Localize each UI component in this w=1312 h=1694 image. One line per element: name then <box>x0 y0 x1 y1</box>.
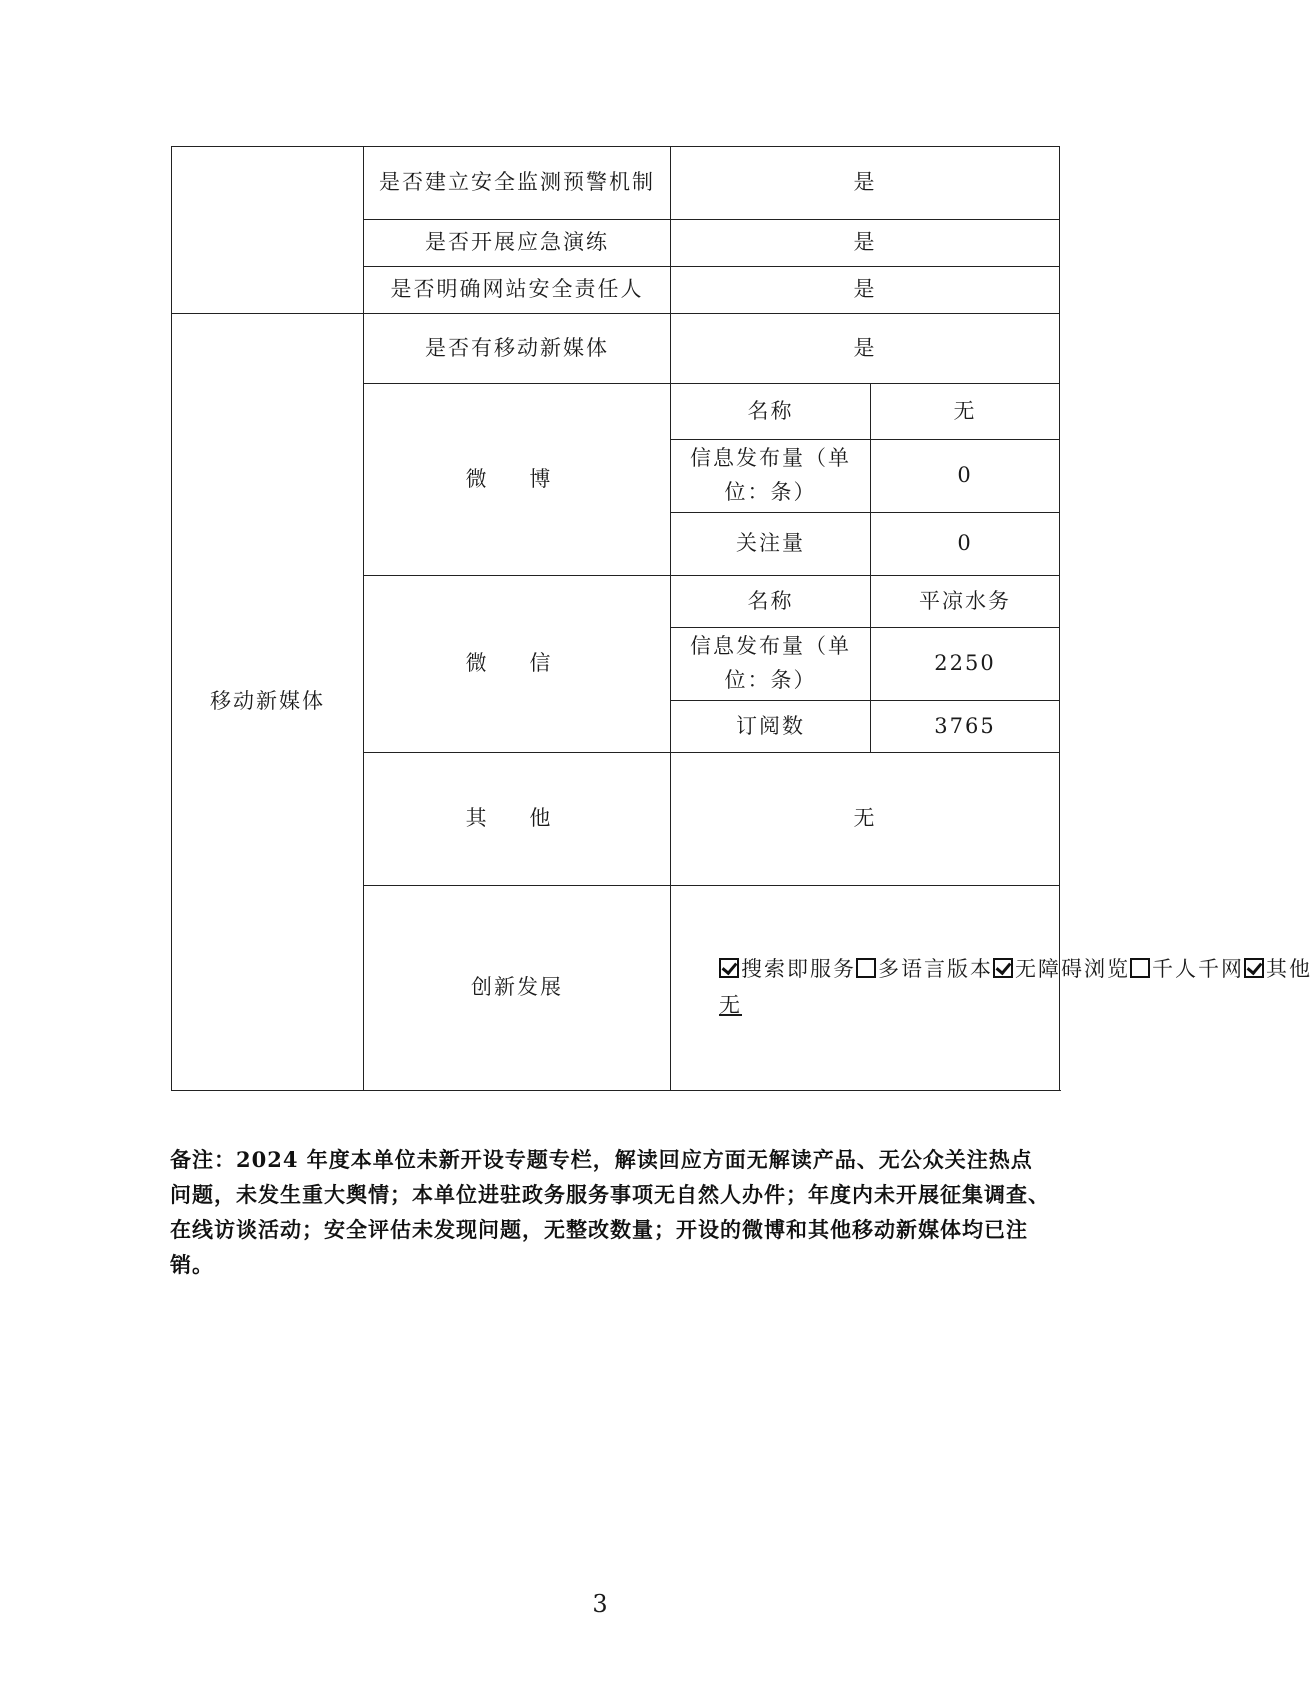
option-multilingual-label: 多语言版本 <box>878 957 993 982</box>
wechat-subscribers-value: 3765 <box>871 701 1060 753</box>
monitoring-label: 是否建立安全监测预警机制 <box>364 147 671 220</box>
weibo-posts-value: 0 <box>871 440 1060 513</box>
wechat-name-value: 平凉水务 <box>871 576 1060 628</box>
wechat-subscribers-label: 订阅数 <box>671 701 871 753</box>
option-accessibility-label: 无障碍浏览 <box>1015 957 1130 982</box>
mobile-media-section-label: 移动新媒体 <box>172 314 364 1091</box>
innovation-options <box>719 953 1312 987</box>
responsible-label: 是否明确网站安全责任人 <box>364 267 671 314</box>
option-search-service-label: 搜索即服务 <box>741 957 856 982</box>
innovation-other-text: 无 <box>719 993 742 1017</box>
option-personalization-label: 千人千网 <box>1152 957 1244 982</box>
checkbox-other[interactable] <box>1244 958 1264 978</box>
other-media-label: 其 他 <box>364 753 671 886</box>
wechat-posts-label: 信息发布量（单位：条） <box>671 628 871 701</box>
weibo-posts-label: 信息发布量（单位：条） <box>671 440 871 513</box>
has-mobile-value: 是 <box>671 314 1060 384</box>
weibo-followers-value: 0 <box>871 513 1060 576</box>
monitoring-value: 是 <box>671 147 1060 220</box>
security-section-cell <box>172 147 364 314</box>
checkbox-multilingual[interactable] <box>856 958 876 978</box>
wechat-label: 微 信 <box>364 576 671 753</box>
remarks-note: 备注：2024 年度本单位未新开设专题专栏，解读回应方面无解读产品、无公众关注热点问题，未发生重大舆情；本单位进驻政务服务事项无自然人办件；年度内未开展征集调查、在线访谈活动；安全评估未发现问题，无整改数量；开设的微博和其他移动新媒体均已注销。 <box>170 1147 1050 1277</box>
weibo-label: 微 博 <box>364 384 671 576</box>
other-media-value: 无 <box>671 753 1060 886</box>
drill-label: 是否开展应急演练 <box>364 220 671 267</box>
weibo-name-value: 无 <box>871 384 1060 440</box>
wechat-name-label: 名称 <box>671 576 871 628</box>
weibo-name-label: 名称 <box>671 384 871 440</box>
checkbox-personalization[interactable] <box>1130 958 1150 978</box>
option-other-label: 其他 <box>1266 957 1312 982</box>
page-number: 3 <box>592 1590 608 1618</box>
security-monitoring-row <box>172 147 1060 220</box>
drill-value: 是 <box>671 220 1060 267</box>
has-mobile-label: 是否有移动新媒体 <box>364 314 671 384</box>
checkbox-search-service[interactable] <box>719 958 739 978</box>
weibo-followers-label: 关注量 <box>671 513 871 576</box>
wechat-posts-value: 2250 <box>871 628 1060 701</box>
innovation-options-cell <box>671 886 1312 1091</box>
has-mobile-row <box>172 314 1060 384</box>
report-table <box>171 146 1312 1091</box>
innovation-section-label: 创新发展 <box>364 886 671 1091</box>
responsible-value: 是 <box>671 267 1060 314</box>
checkbox-accessibility[interactable] <box>993 958 1013 978</box>
